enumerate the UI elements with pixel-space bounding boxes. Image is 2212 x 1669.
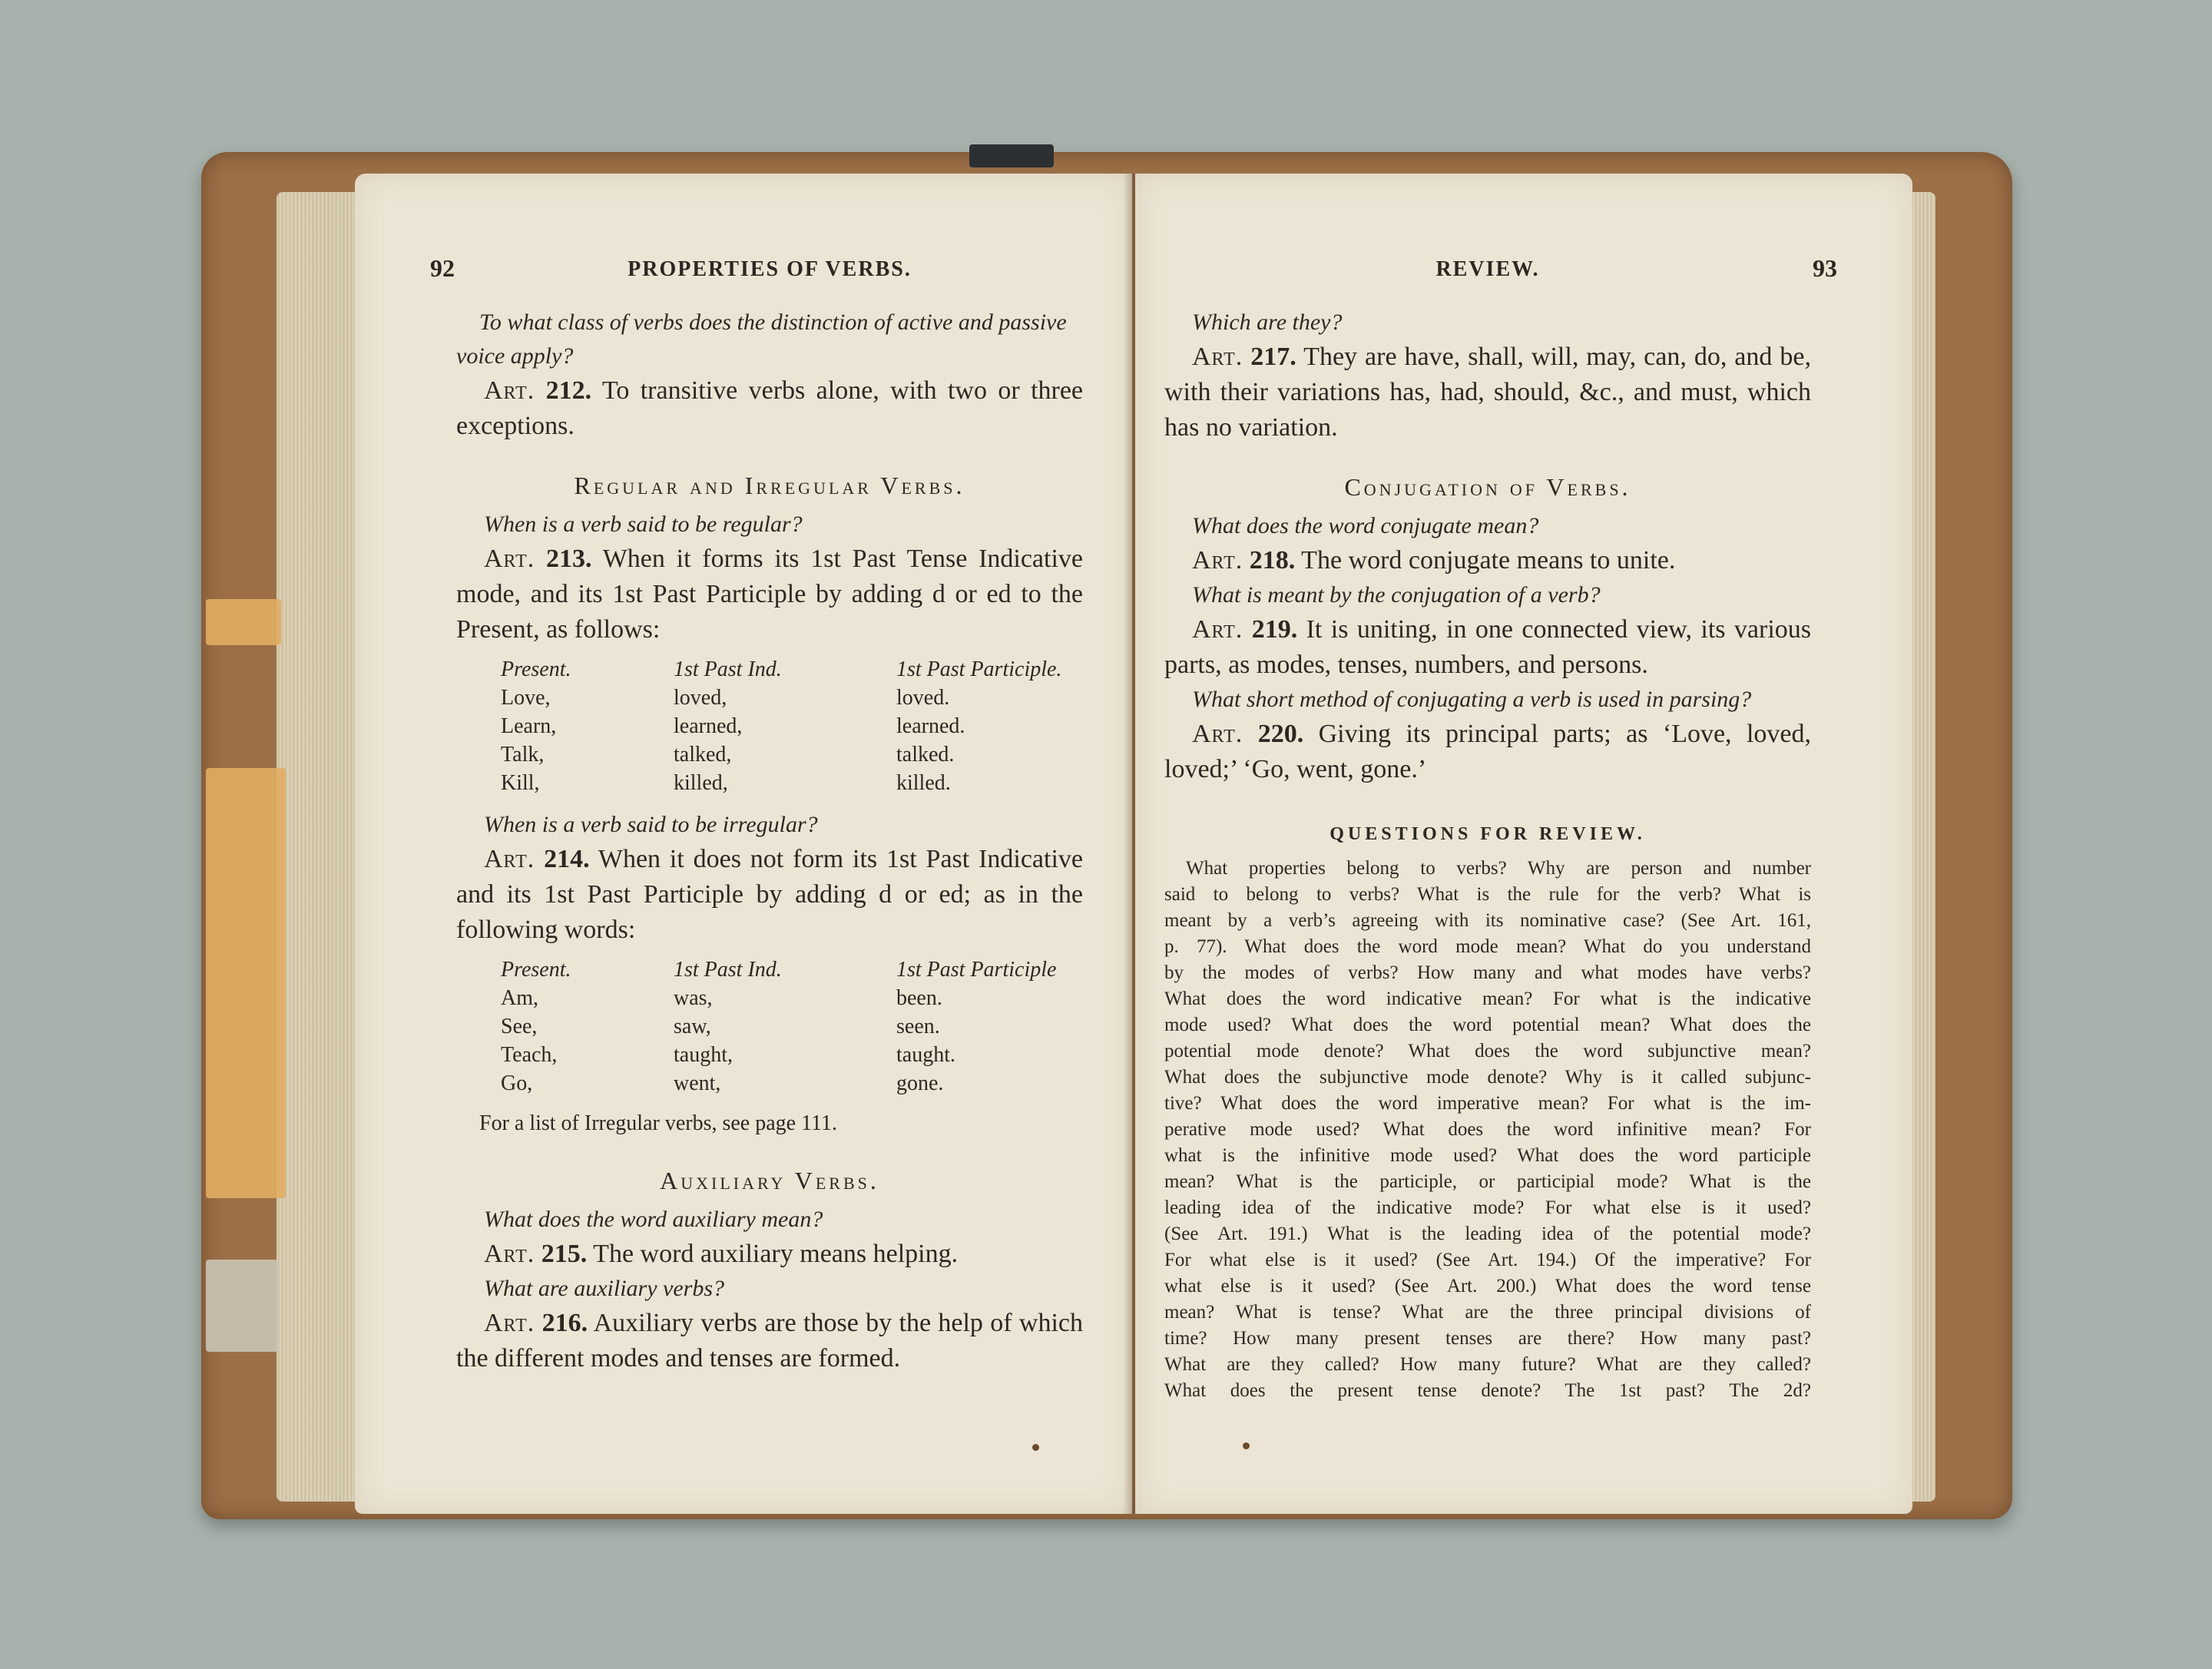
- art-number: 220.: [1257, 720, 1304, 748]
- article-220: [1164, 717, 1811, 787]
- question-220: What short method of conjugating a verb is used in parsing?: [1192, 687, 1752, 712]
- table-cell: Am,: [501, 986, 538, 1010]
- table-cell: killed,: [674, 771, 728, 795]
- question-217: Which are they?: [1192, 310, 1343, 335]
- review-line: tive? What does the word imperative mean? For what is the im-: [1164, 1093, 1811, 1114]
- article-213: [456, 541, 1083, 647]
- question-212: To what class of verbs does the distinction of active and passive voice apply?: [456, 310, 1067, 369]
- right-running-header: [1164, 254, 1837, 293]
- review-line: leading idea of the indicative mode? For what else is it used?: [1164, 1197, 1811, 1218]
- art-label: Art.: [484, 1240, 535, 1268]
- table-cell: loved.: [896, 686, 950, 710]
- article-218: [1164, 543, 1811, 578]
- question-219: What is meant by the conjugation of a verb?: [1192, 582, 1601, 608]
- question-214: When is a verb said to be irregular?: [484, 812, 818, 837]
- table-header: 1st Past Participle.: [896, 657, 1062, 681]
- art-text: The word conjugate means to unite.: [1301, 546, 1676, 575]
- running-head: REVIEW.: [1435, 257, 1540, 281]
- art-number: 218.: [1249, 546, 1296, 575]
- art-label: Art.: [1192, 615, 1243, 644]
- left-page: [355, 174, 1132, 1514]
- table-cell: Talk,: [501, 743, 545, 767]
- right-page-body: [1164, 306, 1811, 1404]
- review-line: mean? What is tense? What are the three principal divisions of: [1164, 1302, 1811, 1323]
- art-text: To transitive verbs alone, with two or three exceptions.: [456, 376, 1084, 440]
- art-number: 216.: [541, 1309, 588, 1337]
- table-cell: seen.: [896, 1015, 940, 1038]
- art-label: Art.: [484, 845, 535, 873]
- table-cell: taught,: [674, 1043, 733, 1067]
- review-line: p. 77). What does the word mode mean? What do you understand: [1164, 936, 1811, 957]
- note-irregular-list: For a list of Irregular verbs, see page 111.: [479, 1111, 837, 1135]
- review-line: perative mode used? What does the word infinitive mean? For: [1164, 1119, 1811, 1140]
- table-header: 1st Past Ind.: [674, 958, 782, 982]
- section-heading: Conjugation of Verbs.: [1344, 473, 1631, 501]
- art-text: Giving its principal parts; as ‘Love, loved, loved;’ ‘Go, went, gone.’: [1164, 720, 1811, 783]
- question-215: What does the word auxiliary mean?: [484, 1207, 823, 1232]
- art-number: 214.: [544, 845, 590, 873]
- art-text: When it forms its 1st Past Tense Indicative mode, and its 1st Past Participle by adding d or ed to the Present, as follows:: [456, 545, 1084, 644]
- review-line: by the modes of verbs? How many and what modes have verbs?: [1164, 962, 1811, 983]
- table-header: Present.: [501, 958, 571, 982]
- art-number: 212.: [545, 376, 592, 405]
- table-cell: Go,: [501, 1071, 533, 1095]
- art-number: 219.: [1251, 615, 1298, 644]
- review-heading: QUESTIONS FOR REVIEW.: [1330, 824, 1646, 844]
- section-heading: Regular and Irregular Verbs.: [574, 472, 965, 499]
- review-line: what is the infinitive mode used? What does the word participle: [1164, 1145, 1811, 1166]
- art-label: Art.: [1192, 546, 1243, 575]
- article-219: [1164, 612, 1811, 683]
- table-cell: killed.: [896, 771, 951, 795]
- page-number: 92: [430, 254, 455, 282]
- review-line: time? How many present tenses are there? How many past?: [1164, 1328, 1811, 1349]
- page-edges-left: [276, 192, 361, 1502]
- table-cell: Learn,: [501, 714, 557, 738]
- section-heading: Auxiliary Verbs.: [660, 1167, 879, 1194]
- review-line: meant by a verb’s agreeing with its nominative case? (See Art. 161,: [1164, 910, 1811, 931]
- table-cell: taught.: [896, 1043, 955, 1067]
- article-212: [456, 373, 1083, 444]
- table-cell: talked.: [896, 743, 955, 767]
- question-216: What are auxiliary verbs?: [484, 1276, 724, 1301]
- review-line: What does the subjunctive mode denote? Why is it called subjunc-: [1164, 1067, 1811, 1088]
- art-label: Art.: [484, 545, 535, 573]
- review-line: mean? What is the participle, or participial mode? What is the: [1164, 1171, 1811, 1192]
- regular-verbs-table: [501, 655, 1083, 797]
- table-header: 1st Past Ind.: [674, 657, 782, 681]
- paper-blemish: [1243, 1442, 1250, 1449]
- review-line: mode used? What does the word potential mean? What does the: [1164, 1015, 1811, 1035]
- art-text: When it does not form its 1st Past Indicative and its 1st Past Participle by adding d or ed; as in the following words:: [456, 845, 1083, 944]
- art-text: It is uniting, in one connected view, its various parts, as modes, tenses, numbers, and persons.: [1164, 615, 1812, 679]
- irregular-verbs-table: [501, 955, 1083, 1098]
- review-line: What properties belong to verbs? Why are person and number: [1186, 858, 1811, 879]
- article-216: [456, 1306, 1083, 1376]
- running-head: PROPERTIES OF VERBS.: [628, 257, 912, 281]
- table-cell: learned.: [896, 714, 965, 738]
- review-line: What does the present tense denote? The 1st past? The 2d?: [1164, 1380, 1811, 1401]
- left-page-body: [456, 306, 1083, 1376]
- article-217: [1164, 339, 1811, 445]
- review-line: said to belong to verbs? What is the rule for the verb? What is: [1164, 884, 1811, 905]
- table-cell: loved,: [674, 686, 727, 710]
- table-cell: Love,: [501, 686, 551, 710]
- article-215: [456, 1237, 1083, 1272]
- review-line: What does the word indicative mean? For what is the indicative: [1164, 988, 1811, 1009]
- review-line: For what else is it used? (See Art. 194.) Of the imperative? For: [1164, 1250, 1811, 1270]
- table-cell: went,: [674, 1071, 721, 1095]
- table-cell: Teach,: [501, 1043, 558, 1067]
- table-header: Present.: [501, 657, 571, 681]
- table-cell: was,: [674, 986, 713, 1010]
- cover-wear-patch: [206, 599, 281, 645]
- art-number: 217.: [1250, 343, 1296, 371]
- review-questions: [1164, 856, 1811, 1404]
- art-label: Art.: [1192, 343, 1243, 371]
- table-cell: Kill,: [501, 771, 540, 795]
- cover-wear-patch: [206, 768, 286, 1198]
- table-cell: gone.: [896, 1071, 944, 1095]
- review-line: what else is it used? (See Art. 200.) What does the word tense: [1164, 1276, 1811, 1296]
- review-line: What are they called? How many future? What are they called?: [1164, 1354, 1811, 1375]
- review-line: (See Art. 191.) What is the leading idea of the potential mode?: [1164, 1224, 1811, 1244]
- page-number: 93: [1813, 254, 1837, 282]
- question-218: What does the word conjugate mean?: [1192, 513, 1539, 538]
- art-text: Auxiliary verbs are those by the help of which the different modes and tenses are formed.: [456, 1309, 1084, 1373]
- table-header: 1st Past Participle: [896, 958, 1057, 982]
- paper-blemish: [1032, 1444, 1039, 1451]
- spine-strip: [969, 144, 1054, 167]
- article-214: [456, 842, 1083, 948]
- left-running-header: [430, 254, 1083, 293]
- cover-wear-patch: [206, 1260, 280, 1352]
- art-label: Art.: [1192, 720, 1243, 748]
- art-label: Art.: [484, 1309, 535, 1337]
- art-text: The word auxiliary means helping.: [593, 1240, 959, 1268]
- question-213: When is a verb said to be regular?: [484, 512, 803, 537]
- table-cell: learned,: [674, 714, 743, 738]
- art-label: Art.: [484, 376, 535, 405]
- table-cell: been.: [896, 986, 942, 1010]
- art-number: 215.: [541, 1240, 588, 1268]
- art-number: 213.: [546, 545, 592, 573]
- table-cell: See,: [501, 1015, 538, 1038]
- review-line: potential mode denote? What does the word subjunctive mean?: [1164, 1041, 1811, 1061]
- right-page: [1135, 174, 1912, 1514]
- art-text: They are have, shall, will, may, can, do, and be, with their variations has, had, should, &c., and must, which has no variation.: [1164, 343, 1811, 442]
- table-cell: saw,: [674, 1015, 711, 1038]
- table-cell: talked,: [674, 743, 732, 767]
